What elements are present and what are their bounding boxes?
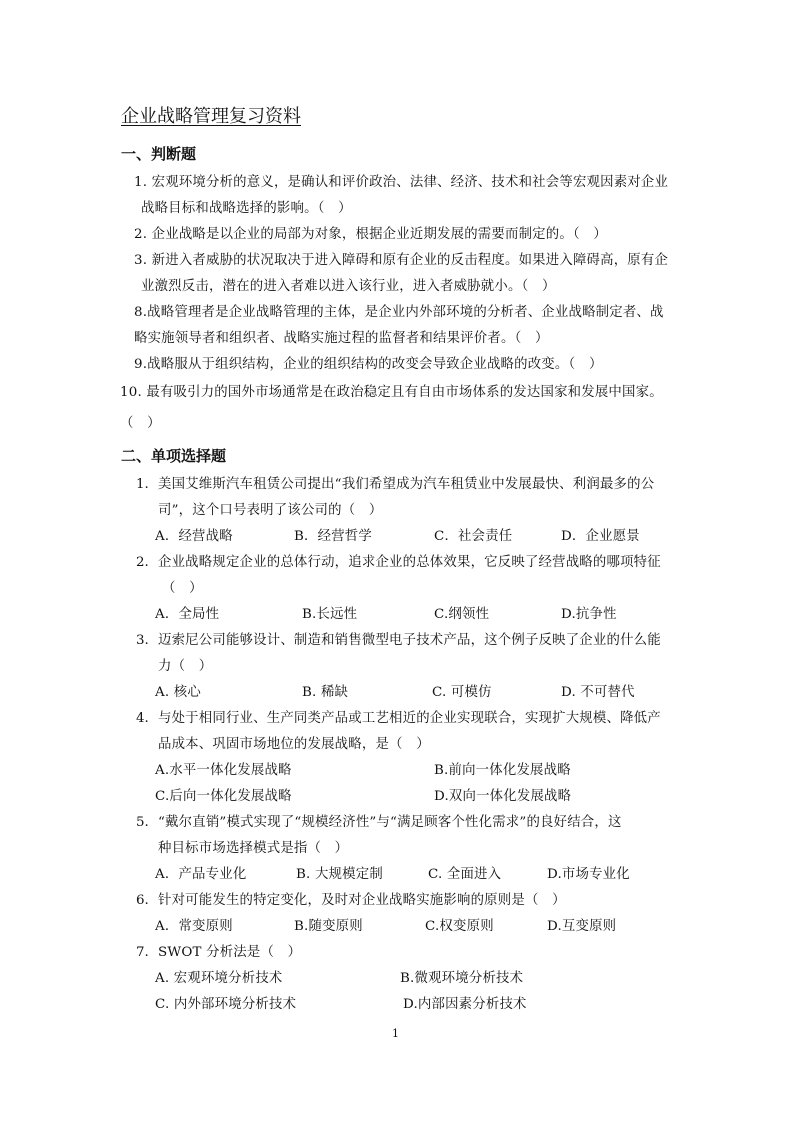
question-2-line-2: （ ） <box>162 581 203 596</box>
question-4-line-1: 与处于相同行业、生产同类产品或工艺相近的企业实现联合，实现扩大规模、降低产 <box>158 711 661 726</box>
question-6-option-c: C.权变原则 <box>425 919 494 934</box>
question-2-option-a: A．全局性 <box>155 607 220 622</box>
question-1-option-c: C．社会责任 <box>434 529 513 544</box>
page-number: 1 <box>392 1027 399 1040</box>
question-5-line-1: “戴尔直销”模式实现了“规模经济性”与“满足顾客个性化需求”的良好结合，这 <box>158 815 622 830</box>
tf-item-1-line-1: 1. 宏观环境分析的意义，是确认和评价政治、法律、经济、技术和社会等宏观因素对企业 <box>134 175 669 190</box>
question-5-option-c: C. 全面进入 <box>428 867 502 882</box>
question-4-option-b: B.前向一体化发展战略 <box>434 763 571 778</box>
question-4-option-a: A.水平一体化发展战略 <box>155 763 292 778</box>
question-6-option-d: D.互变原则 <box>547 919 617 934</box>
tf-item-10-line-2: （ ） <box>120 416 161 431</box>
question-7-option-c: C. 内外部环境分析技术 <box>155 997 297 1012</box>
question-6-option-a: A．常变原则 <box>155 919 233 934</box>
question-4-line-2: 品成本、巩固市场地位的发展战略，是（ ） <box>158 737 430 752</box>
question-7-option-a: A. 宏观环境分析技术 <box>155 971 283 986</box>
question-4-option-c: C.后向一体化发展战略 <box>155 789 292 804</box>
question-4-option-d: D.双向一体化发展战略 <box>434 789 572 804</box>
question-3-option-d: D. 不可替代 <box>561 685 635 700</box>
question-5-option-d: D.市场专业化 <box>547 867 630 882</box>
tf-item-8-line-2: 略实施领导者和组织者、战略实施过程的监督者和结果评价者。（ ） <box>134 331 549 346</box>
question-2-option-c: C.纲领性 <box>434 607 490 622</box>
question-6-option-b: B.随变原则 <box>294 919 363 934</box>
question-7-number: 7. <box>136 945 149 960</box>
question-5-option-a: A．产品专业化 <box>155 867 247 882</box>
document-title: 企业战略管理复习资料 <box>121 106 301 127</box>
question-1-option-a: A．经营战略 <box>155 529 233 544</box>
question-3-number: 3. <box>136 633 149 648</box>
question-7-line-1: SWOT 分析法是（ ） <box>158 945 302 960</box>
question-1-option-d: D．企业愿景 <box>561 529 640 544</box>
question-6-line-1: 针对可能发生的特定变化，及时对企业战略实施影响的原则是（ ） <box>158 893 566 908</box>
question-3-option-c: C. 可模仿 <box>432 685 492 700</box>
question-1-line-2: 司”，这个口号表明了该公司的（ ） <box>158 503 383 518</box>
section-heading-single-choice: 二、单项选择题 <box>121 447 227 465</box>
question-2-option-d: D.抗争性 <box>561 607 617 622</box>
question-1-option-b: B．经营哲学 <box>294 529 372 544</box>
tf-item-3-line-1: 3. 新进入者威胁的状况取决于进入障碍和原有企业的反击程度。如果进入障碍高，原有企 <box>134 253 669 268</box>
question-4-number: 4. <box>136 711 149 726</box>
question-5-line-2: 种目标市场选择模式是指（ ） <box>158 841 349 856</box>
question-3-line-2: 力（ ） <box>158 659 213 674</box>
question-3-option-a: A. 核心 <box>155 685 201 700</box>
question-6-number: 6. <box>136 893 149 908</box>
tf-item-9-line-1: 9.战略服从于组织结构，企业的组织结构的改变会导致企业战略的改变。（ ） <box>134 357 603 372</box>
tf-item-10-line-1: 10. 最有吸引力的国外市场通常是在政治稳定且有自由市场体系的发达国家和发展中国家。 <box>120 385 663 400</box>
question-7-option-d: D.内部因素分析技术 <box>403 997 527 1012</box>
question-5-number: 5. <box>136 815 149 830</box>
tf-item-3-line-2: 业激烈反击，潜在的进入者难以进入该行业，进入者威胁就小。（ ） <box>141 279 556 294</box>
question-7-option-b: B.微观环境分析技术 <box>400 971 524 986</box>
question-2-line-1: 企业战略规定企业的总体行动，追求企业的总体效果，它反映了经营战略的哪项特征 <box>158 555 661 570</box>
question-1-number: 1. <box>136 477 149 492</box>
question-5-option-b: B. 大规模定制 <box>296 867 383 882</box>
question-1-line-1: 美国艾维斯汽车租赁公司提出“我们希望成为汽车租赁业中发展最快、利润最多的公 <box>158 477 655 492</box>
tf-item-8-line-1: 8.战略管理者是企业战略管理的主体，是企业内外部环境的分析者、企业战略制定者、战 <box>134 305 664 320</box>
tf-item-2-line-1: 2. 企业战略是以企业的局部为对象，根据企业近期发展的需要而制定的。（ ） <box>134 227 608 242</box>
question-2-option-b: B.长远性 <box>302 607 358 622</box>
question-3-line-1: 迈索尼公司能够设计、制造和销售微型电子技术产品，这个例子反映了企业的什么能 <box>158 633 661 648</box>
question-2-number: 2. <box>136 555 149 570</box>
section-heading-true-false: 一、判断题 <box>121 145 197 163</box>
tf-item-1-line-2: 战略目标和战略选择的影响。（ ） <box>141 201 352 216</box>
question-3-option-b: B. 稀缺 <box>302 685 349 700</box>
